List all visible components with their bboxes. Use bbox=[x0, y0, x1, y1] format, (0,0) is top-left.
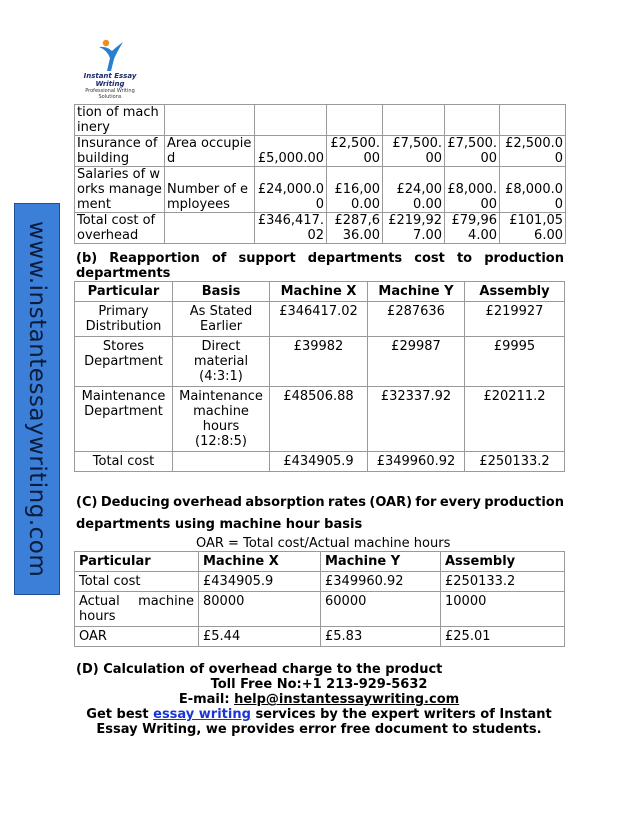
table-cell: £8,000.00 bbox=[445, 167, 500, 213]
table-header-row bbox=[75, 552, 565, 572]
section-c-heading bbox=[76, 492, 564, 536]
table-cell: £219,927.00 bbox=[383, 213, 445, 244]
promo-prefix: Get best bbox=[86, 707, 149, 722]
table-cell: £434905.9 bbox=[199, 572, 321, 592]
table-cell: £48506.88 bbox=[270, 387, 368, 452]
website-url[interactable]: www.instantessaywriting.com bbox=[24, 220, 50, 578]
column-header: Assembly bbox=[441, 552, 565, 572]
heading-word: every bbox=[439, 495, 481, 510]
table-cell: £434905.9 bbox=[270, 452, 368, 472]
table-cell: £219927 bbox=[465, 302, 565, 337]
section-b-heading bbox=[76, 251, 564, 281]
toll-free-number: Toll Free No:+1 213-929-5632 bbox=[210, 677, 428, 692]
table-cell: £39982 bbox=[270, 337, 368, 387]
table-cell: Total cost bbox=[75, 572, 199, 592]
table-cell: Total cost bbox=[75, 452, 173, 472]
heading-word: (b) bbox=[76, 251, 98, 266]
column-header: Machine X bbox=[270, 282, 368, 302]
table-cell: As Stated Earlier bbox=[173, 302, 270, 337]
promo-text bbox=[74, 707, 564, 737]
table-cell: Stores Department bbox=[75, 337, 173, 387]
table-cell: £9995 bbox=[465, 337, 565, 387]
heading-word: of bbox=[211, 251, 227, 266]
table-cell: £5.44 bbox=[199, 627, 321, 647]
section-d-heading: (D) Calculation of overhead charge to the product bbox=[76, 662, 443, 677]
table-cell: £346,417.02 bbox=[255, 213, 327, 244]
table-cell: Direct material (4:3:1) bbox=[173, 337, 270, 387]
table-cell bbox=[173, 452, 270, 472]
heading-word: departments bbox=[307, 251, 403, 266]
table-cell: £25.01 bbox=[441, 627, 565, 647]
column-header: Machine Y bbox=[321, 552, 441, 572]
table-row bbox=[75, 105, 566, 136]
column-header: Machine X bbox=[199, 552, 321, 572]
table-cell: £79,964.00 bbox=[445, 213, 500, 244]
email-line bbox=[74, 692, 564, 707]
heading-line-2: departments bbox=[76, 266, 171, 281]
table-header-row bbox=[75, 282, 565, 302]
table-row bbox=[75, 572, 565, 592]
table-cell: Maintenance machine hours (12:8:5) bbox=[173, 387, 270, 452]
email-link[interactable]: help@instantessaywriting.com bbox=[234, 692, 460, 707]
table-cell: Insurance of building bbox=[75, 136, 165, 167]
logo-tagline-2: Solutions bbox=[98, 94, 122, 100]
column-header: Assembly bbox=[465, 282, 565, 302]
email-label: E-mail: bbox=[178, 692, 230, 707]
table-cell: £7,500.00 bbox=[445, 136, 500, 167]
heading-word: overhead bbox=[173, 495, 242, 510]
heading-word: absorption bbox=[245, 495, 325, 510]
heading-word: Deducing bbox=[100, 495, 170, 510]
overhead-allocation-table bbox=[74, 104, 566, 244]
column-header: Basis bbox=[173, 282, 270, 302]
table-cell bbox=[383, 105, 445, 136]
table-cell: £349960.92 bbox=[321, 572, 441, 592]
table-cell: Number of employees bbox=[165, 167, 255, 213]
table-cell: Total cost of overhead bbox=[75, 213, 165, 244]
table-cell: 60000 bbox=[321, 592, 441, 627]
table-cell: tion of machinery bbox=[75, 105, 165, 136]
table-cell bbox=[165, 213, 255, 244]
table-cell: 10000 bbox=[441, 592, 565, 627]
table-row bbox=[75, 627, 565, 647]
table-cell: £29987 bbox=[368, 337, 465, 387]
footer bbox=[74, 677, 564, 737]
table-cell bbox=[445, 105, 500, 136]
heading-line-2: departments using machine hour basis bbox=[76, 517, 363, 532]
table-row bbox=[75, 337, 565, 387]
table-row bbox=[75, 167, 566, 213]
table-cell: £24,000.00 bbox=[255, 167, 327, 213]
table-cell: Area occupied bbox=[165, 136, 255, 167]
heading-word: support bbox=[238, 251, 296, 266]
table-cell: £101,056.00 bbox=[500, 213, 566, 244]
heading-word: (OAR) bbox=[369, 495, 413, 510]
table-cell: OAR bbox=[75, 627, 199, 647]
table-row bbox=[75, 136, 566, 167]
table-row bbox=[75, 213, 566, 244]
table-cell: £32337.92 bbox=[368, 387, 465, 452]
table-cell: £250133.2 bbox=[441, 572, 565, 592]
heading-word: (C) bbox=[76, 495, 98, 510]
table-cell: £250133.2 bbox=[465, 452, 565, 472]
table-row bbox=[75, 592, 565, 627]
heading-word: to bbox=[456, 251, 473, 266]
table-cell bbox=[165, 105, 255, 136]
table-cell: £2,500.00 bbox=[327, 136, 383, 167]
table-cell: £5,000.00 bbox=[255, 136, 327, 167]
table-cell: £20211.2 bbox=[465, 387, 565, 452]
table-cell: £346417.02 bbox=[270, 302, 368, 337]
promo-suffix: services by the expert writers of Instant Essay Writing, we provides error free document to students. bbox=[96, 707, 552, 737]
table-cell: Actual machine hours bbox=[75, 592, 199, 627]
table-row bbox=[75, 452, 565, 472]
logo-brand-text: Instant Essay Writing bbox=[83, 72, 137, 88]
table-cell: Salaries of works management bbox=[75, 167, 165, 213]
table-cell: £5.83 bbox=[321, 627, 441, 647]
heading-word: rates bbox=[328, 495, 366, 510]
heading-word: cost bbox=[414, 251, 445, 266]
table-cell: £8,000.00 bbox=[500, 167, 566, 213]
heading-word: for bbox=[415, 495, 437, 510]
table-cell: £24,000.00 bbox=[383, 167, 445, 213]
column-header: Particular bbox=[75, 552, 199, 572]
table-cell: £287,636.00 bbox=[327, 213, 383, 244]
essay-writing-link[interactable]: essay writing bbox=[153, 707, 251, 722]
logo-tagline-1: Professional Writing bbox=[85, 88, 135, 94]
table-cell: Primary Distribution bbox=[75, 302, 173, 337]
website-banner[interactable] bbox=[14, 203, 60, 595]
heading-word: production bbox=[484, 251, 564, 266]
reapportion-table bbox=[74, 281, 565, 472]
table-cell: £16,000.00 bbox=[327, 167, 383, 213]
table-cell bbox=[255, 105, 327, 136]
oar-formula: OAR = Total cost/Actual machine hours bbox=[196, 536, 451, 551]
table-row bbox=[75, 387, 565, 452]
table-cell: Maintenance Department bbox=[75, 387, 173, 452]
column-header: Particular bbox=[75, 282, 173, 302]
column-header: Machine Y bbox=[368, 282, 465, 302]
table-cell: £349960.92 bbox=[368, 452, 465, 472]
table-cell: £287636 bbox=[368, 302, 465, 337]
table-cell: 80000 bbox=[199, 592, 321, 627]
company-logo bbox=[74, 38, 146, 98]
table-cell: £7,500.00 bbox=[383, 136, 445, 167]
table-cell: £2,500.00 bbox=[500, 136, 566, 167]
heading-word: Reapportion bbox=[109, 251, 200, 266]
heading-word: production bbox=[484, 495, 564, 510]
oar-table bbox=[74, 551, 565, 647]
table-cell bbox=[327, 105, 383, 136]
table-cell bbox=[500, 105, 566, 136]
table-row bbox=[75, 302, 565, 337]
logo-figure-icon bbox=[95, 38, 125, 72]
